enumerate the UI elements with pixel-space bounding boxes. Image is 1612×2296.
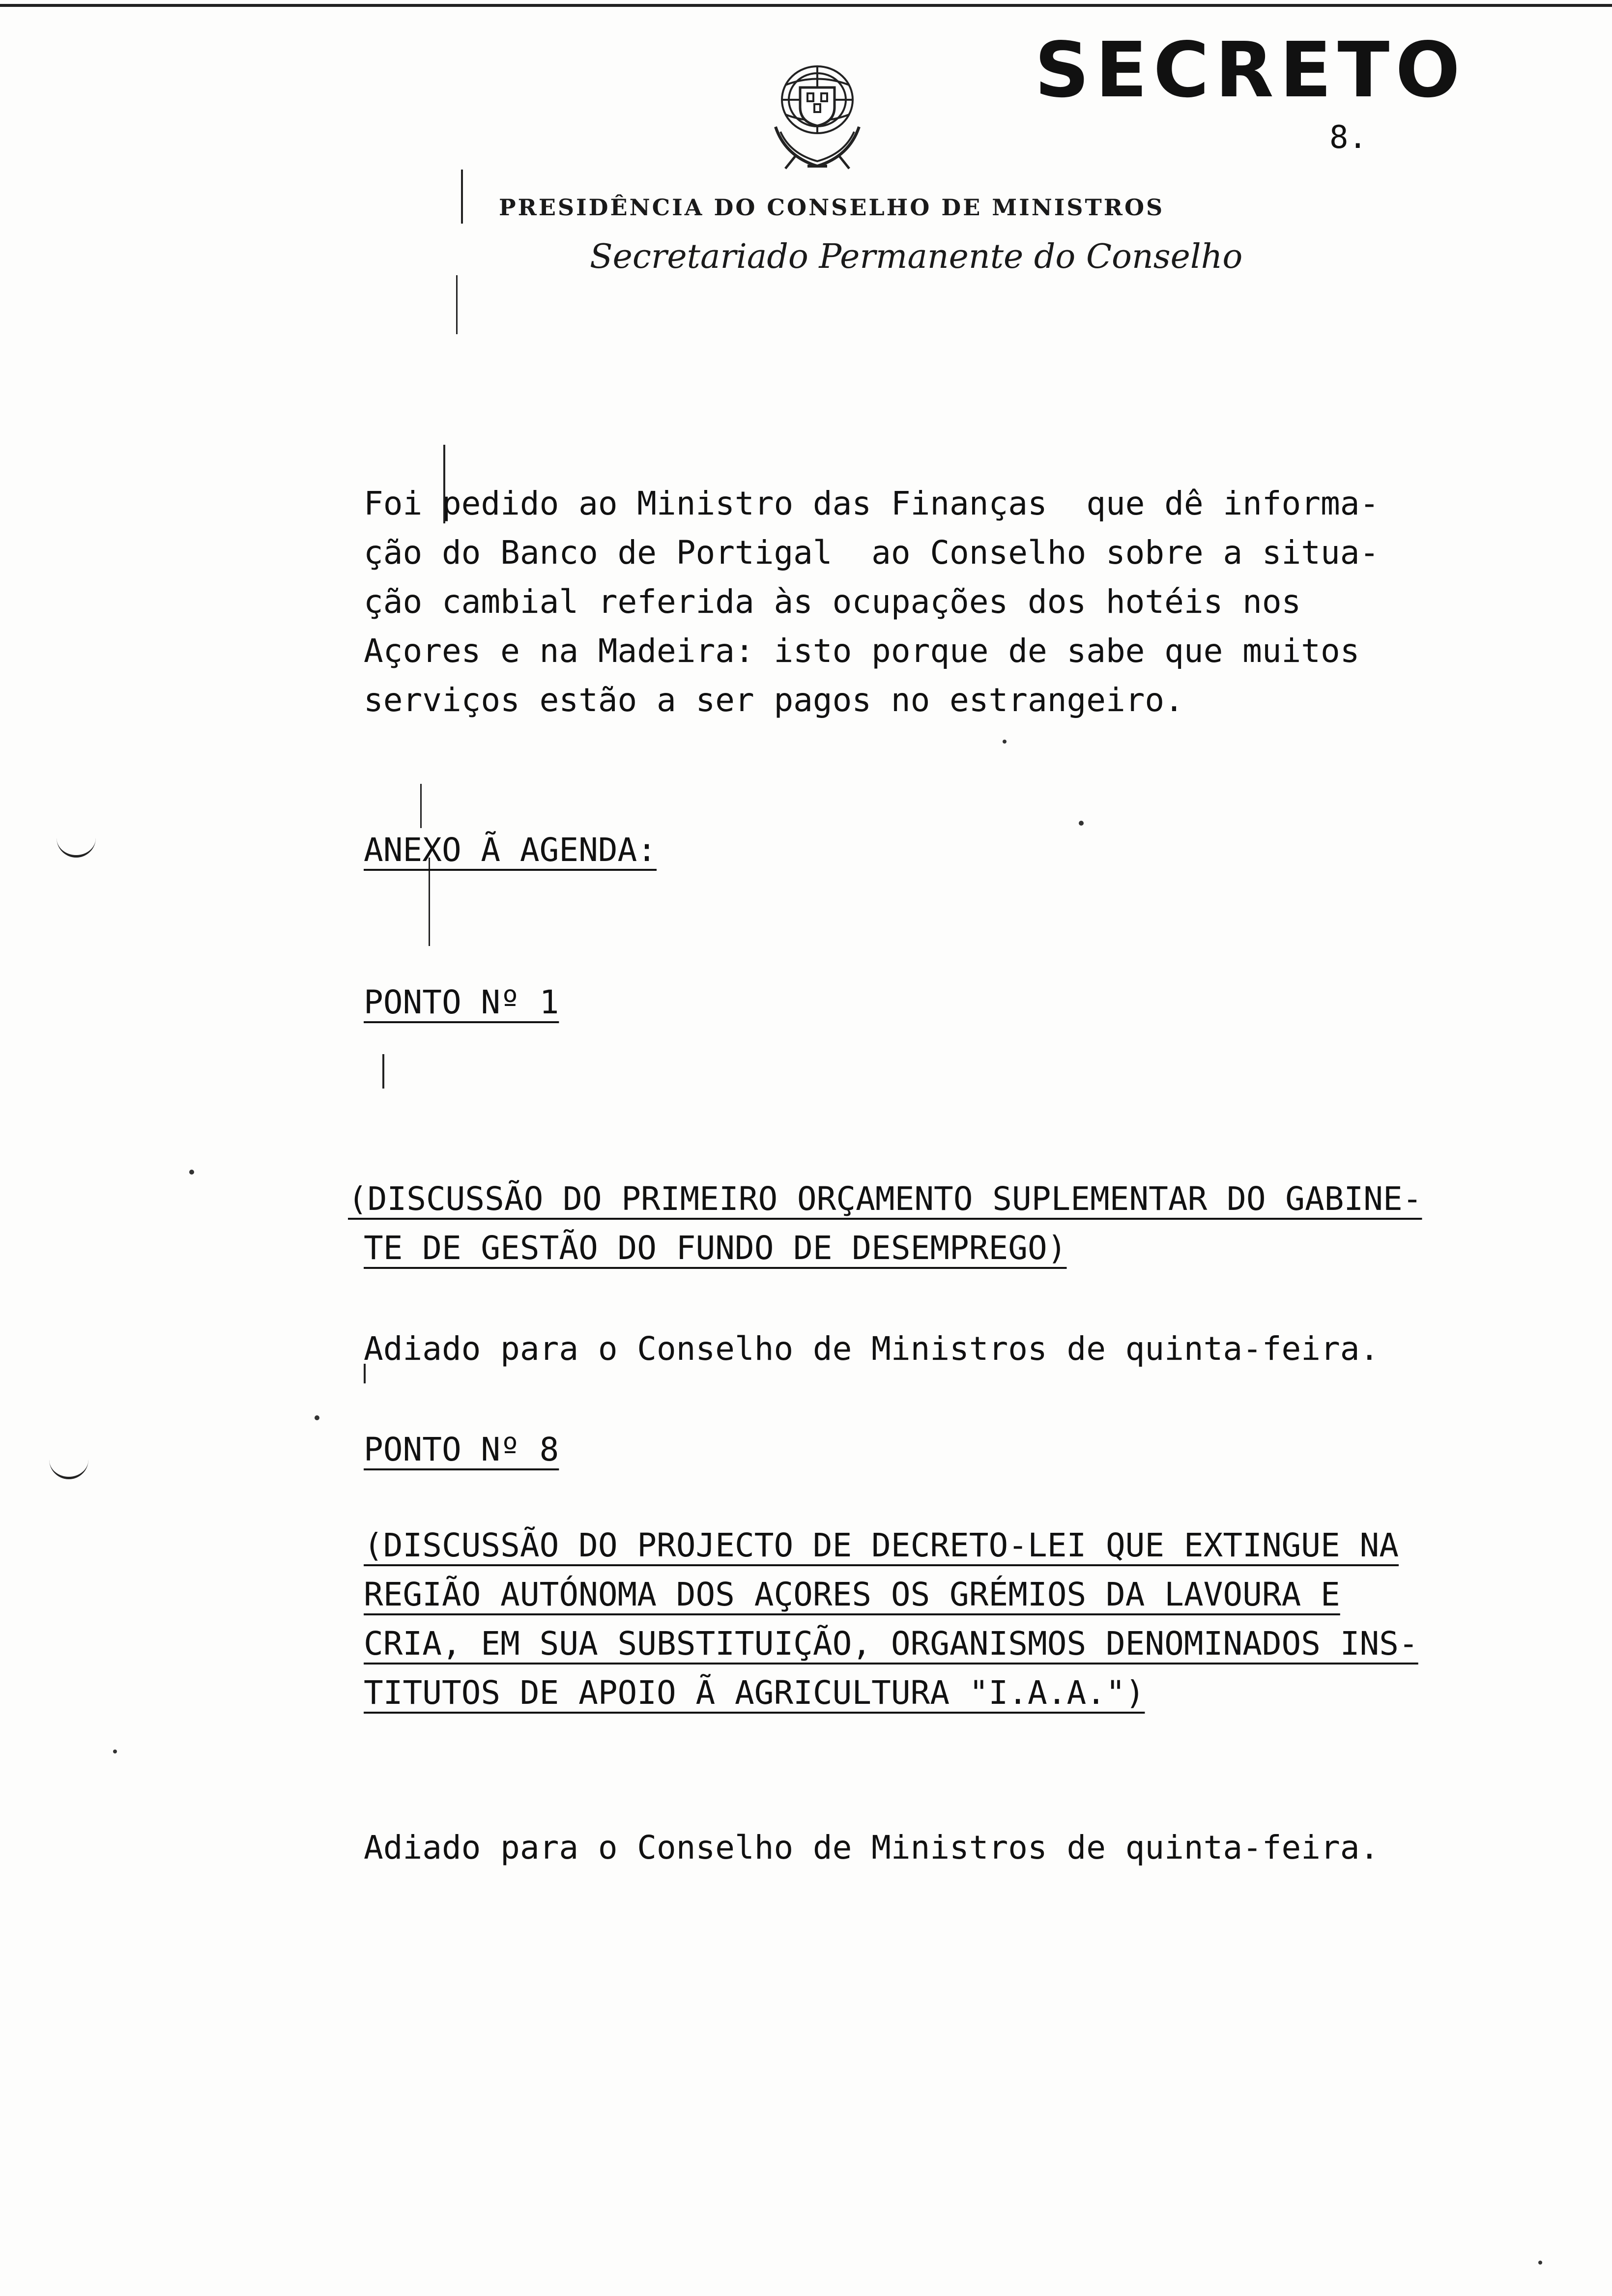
item-resolution: Adiado para o Conselho de Ministros de quinta-feira. <box>364 1330 1380 1368</box>
paragraph-line: serviços estão a ser pagos no estrangeiro. <box>364 681 1184 719</box>
scan-artifact <box>189 1170 194 1175</box>
item-title <box>348 1175 1422 1273</box>
scan-artifact <box>49 1455 88 1479</box>
scan-artifact <box>1079 821 1084 826</box>
margin-mark <box>382 1054 384 1089</box>
department-name: Secretariado Permanente do Conselho <box>590 237 1243 276</box>
annex-heading: ANEXO Ã AGENDA: <box>364 831 657 869</box>
scan-artifact <box>1538 2261 1542 2265</box>
item-title <box>364 1521 1418 1718</box>
paragraph-line: ção cambial referida às ocupações dos hotéis nos <box>364 583 1301 621</box>
item-heading: PONTO Nº 8 <box>364 1431 559 1468</box>
organization-name: PRESIDÊNCIA DO CONSELHO DE MINISTROS <box>499 194 1165 221</box>
page-number: 8. <box>1329 119 1368 156</box>
top-border-line <box>0 4 1612 7</box>
margin-mark <box>461 170 463 224</box>
margin-mark <box>420 784 422 828</box>
paragraph-line: ção do Banco de Portigal ao Conselho sobre a situa- <box>364 534 1380 572</box>
scan-artifact <box>315 1415 319 1420</box>
scan-artifact <box>113 1750 117 1753</box>
item-title-line: (DISCUSSÃO DO PRIMEIRO ORÇAMENTO SUPLEMENTAR DO GABINE- <box>348 1180 1422 1218</box>
coat-of-arms-icon <box>766 58 869 176</box>
item-title-line: REGIÃO AUTÓNOMA DOS AÇORES OS GRÉMIOS DA LAVOURA E <box>364 1576 1340 1613</box>
intro-paragraph <box>364 479 1379 725</box>
item-heading: PONTO Nº 1 <box>364 983 559 1021</box>
item-title-line: (DISCUSSÃO DO PROJECTO DE DECRETO-LEI QUE EXTINGUE NA <box>364 1526 1399 1564</box>
item-title-line: CRIA, EM SUA SUBSTITUIÇÃO, ORGANISMOS DENOMINADOS INS- <box>364 1625 1418 1663</box>
item-title-line: TITUTOS DE APOIO Ã AGRICULTURA "I.A.A.") <box>364 1674 1145 1712</box>
scan-artifact <box>1003 740 1007 744</box>
paragraph-line: Foi pedido ao Ministro das Finanças que dê informa- <box>364 485 1380 522</box>
paragraph-line: Açores e na Madeira: isto porque de sabe que muitos <box>364 632 1360 670</box>
classification-stamp: SECRETO <box>1035 26 1466 115</box>
item-resolution: Adiado para o Conselho de Ministros de quinta-feira. <box>364 1829 1380 1866</box>
scan-artifact <box>57 835 96 858</box>
item-title-line: TE DE GESTÃO DO FUNDO DE DESEMPREGO) <box>364 1229 1067 1267</box>
margin-mark <box>456 275 458 334</box>
